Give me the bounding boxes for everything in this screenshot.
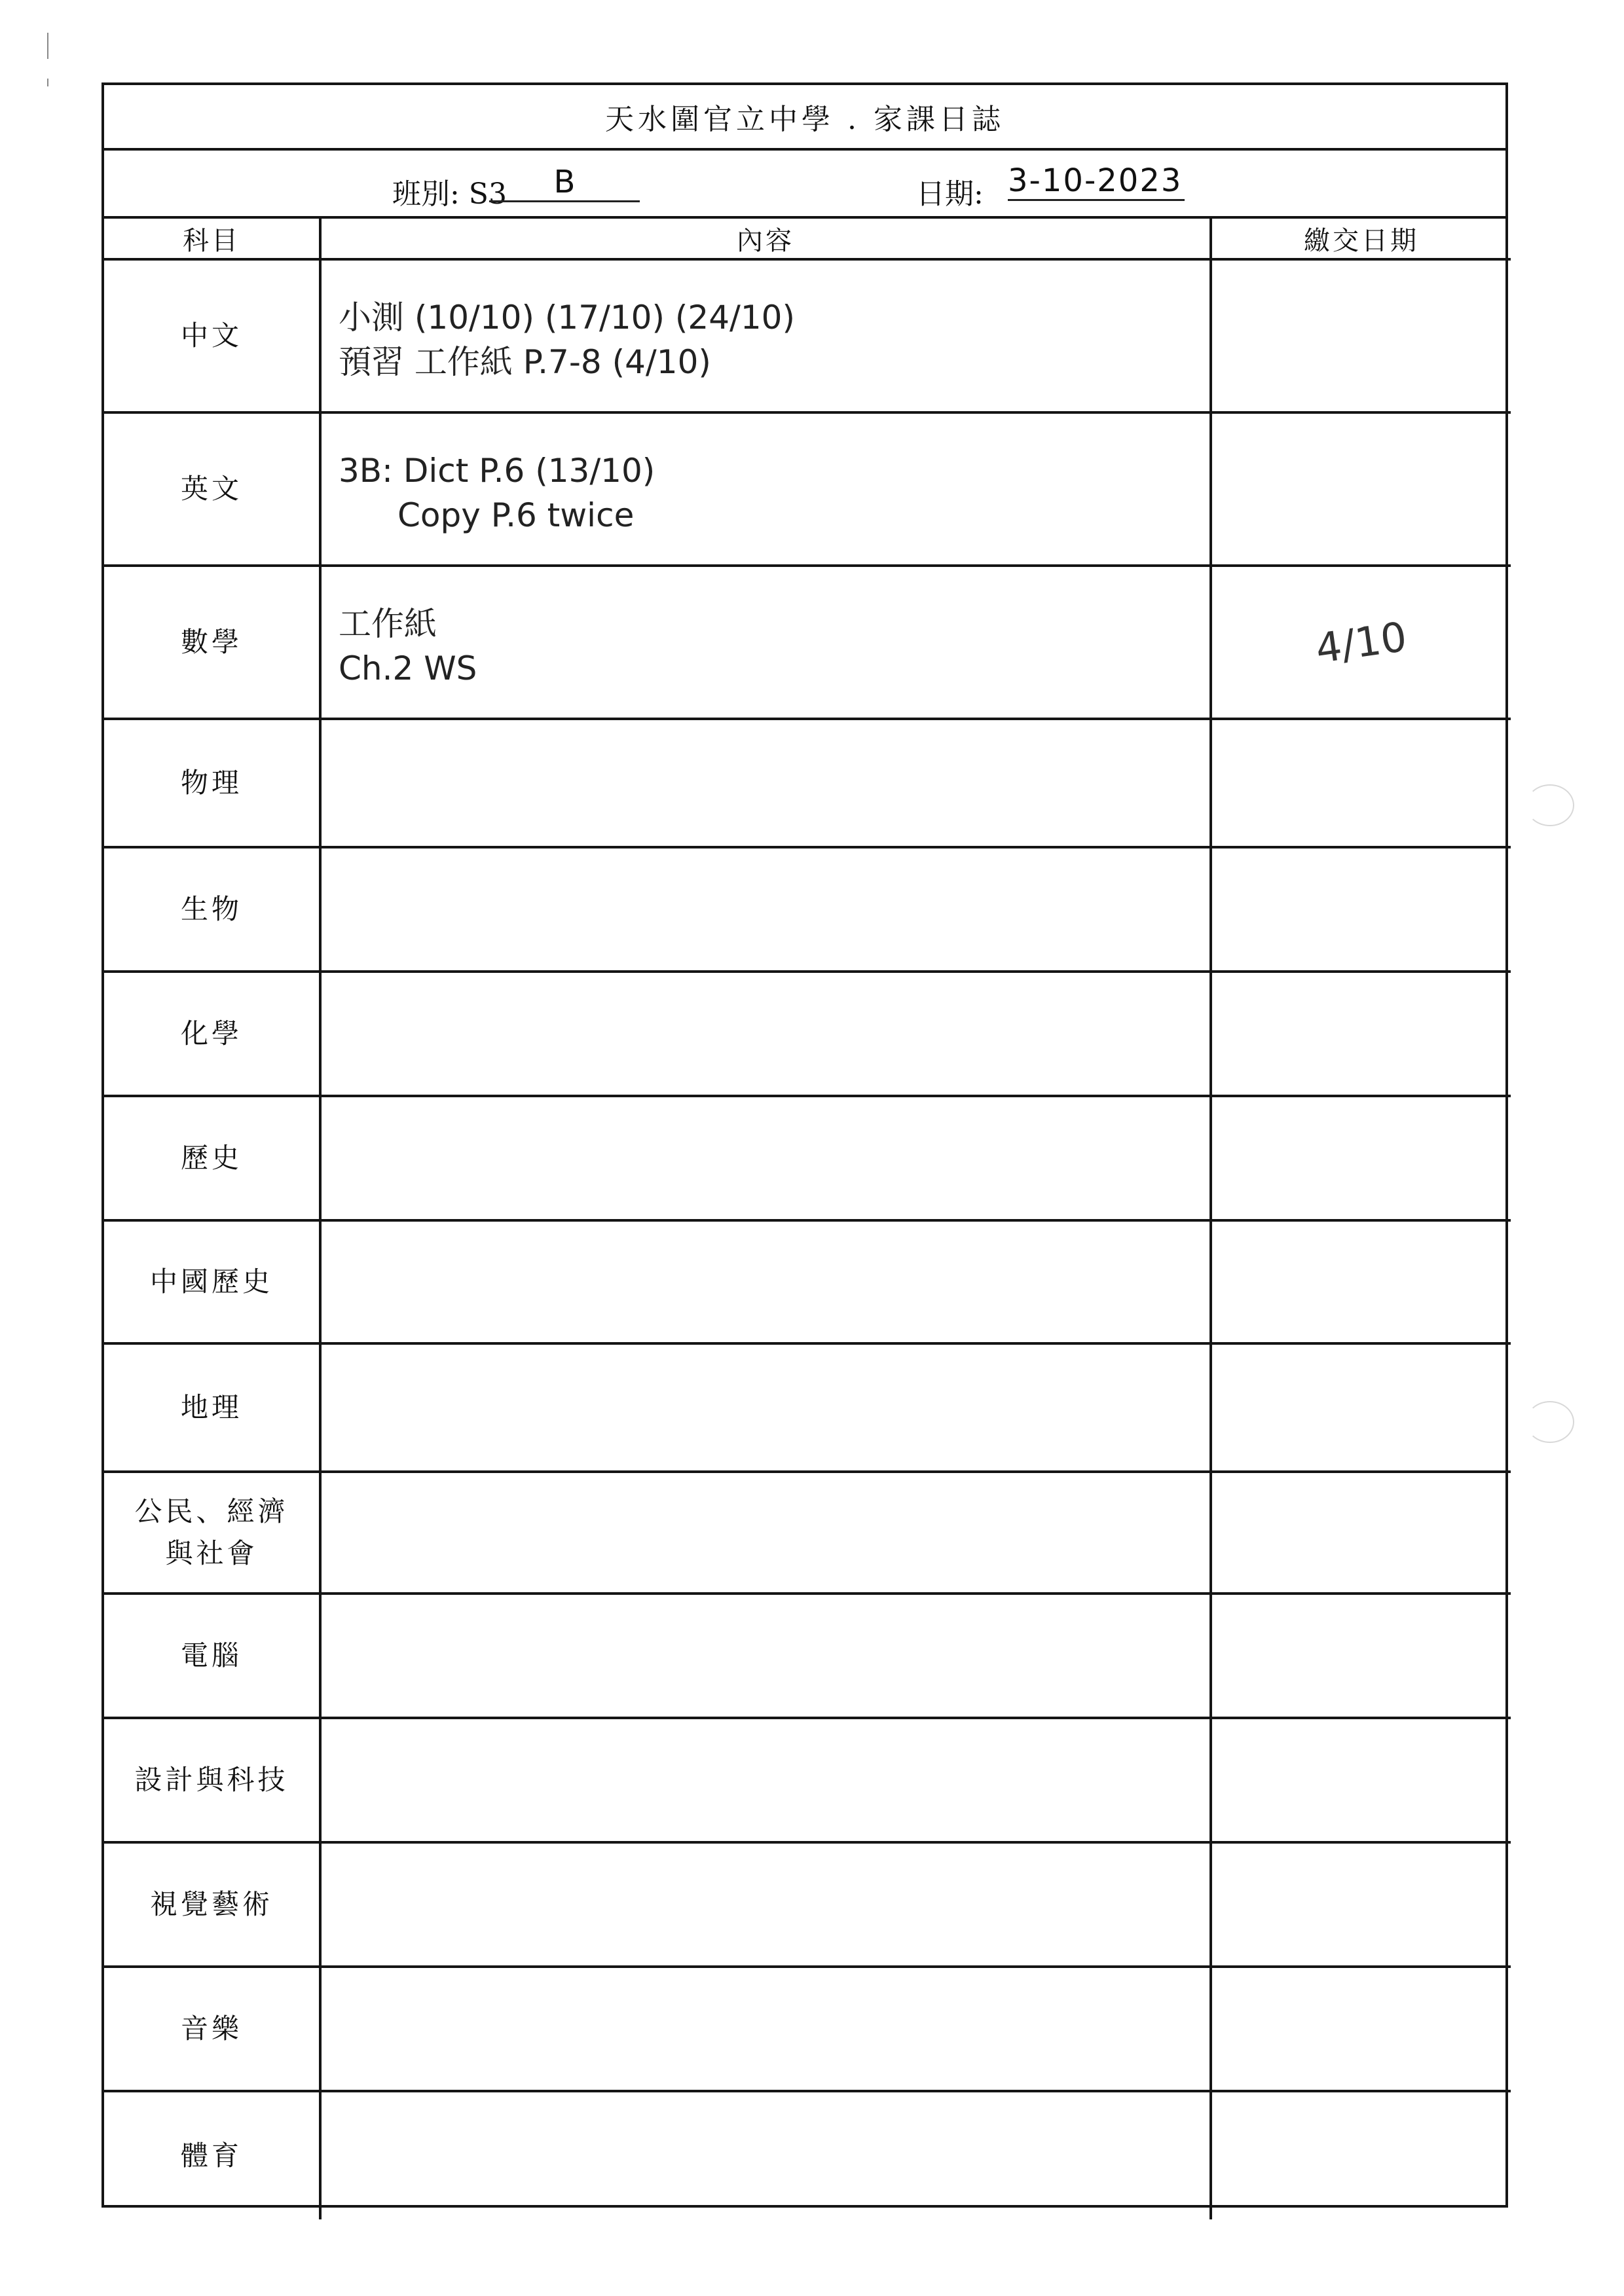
table-row [104, 1472, 1511, 1594]
content-cell[interactable] [320, 972, 1211, 1096]
subject-label: 視覺藝術 [149, 1888, 273, 1920]
table-row [104, 1343, 1511, 1472]
content-line: 小測 (10/10) (17/10) (24/10) [339, 299, 795, 337]
table-row [104, 1096, 1511, 1220]
subject-label: 音樂 [180, 2013, 242, 2045]
margin-mark [47, 79, 48, 86]
content-cell[interactable] [320, 1967, 1211, 2091]
due-date-cell[interactable] [1211, 412, 1511, 566]
due-date-cell[interactable] [1211, 2091, 1511, 2219]
table-row [104, 1220, 1511, 1343]
content-cell[interactable] [320, 847, 1211, 972]
punch-hole [1526, 784, 1574, 826]
form-info-row [104, 151, 1505, 219]
table-header-row [104, 219, 1511, 259]
content-cell[interactable] [320, 1343, 1211, 1472]
margin-mark [47, 33, 48, 59]
subject-label: 電腦 [180, 1639, 242, 1671]
subject-label: 地理 [180, 1391, 242, 1423]
table-row [104, 1718, 1511, 1842]
content-cell[interactable] [320, 1220, 1211, 1343]
table-row [104, 972, 1511, 1096]
due-date-cell[interactable] [1211, 1594, 1511, 1718]
subject-cell [104, 1343, 320, 1472]
due-date-cell[interactable] [1211, 1096, 1511, 1220]
subject-cell [104, 972, 320, 1096]
due-date-cell[interactable] [1211, 1343, 1511, 1472]
class-label: 班別: S3 [392, 177, 507, 211]
due-date-cell[interactable] [1211, 847, 1511, 972]
punch-hole [1526, 1401, 1574, 1443]
content-cell[interactable] [320, 1472, 1211, 1594]
due-date-cell[interactable] [1211, 259, 1511, 412]
due-date-cell[interactable] [1211, 1472, 1511, 1594]
subject-label: 數學 [180, 626, 242, 658]
subject-cell [104, 847, 320, 972]
homework-diary-form [101, 82, 1508, 2208]
subject-label: 中文 [180, 319, 242, 352]
subject-label: 體育 [180, 2140, 242, 2172]
subject-header: 科目 [104, 219, 320, 259]
table-row [104, 412, 1511, 566]
table-row [104, 1842, 1511, 1967]
content-line: Copy P.6 twice [397, 496, 635, 534]
content-cell[interactable] [320, 566, 1211, 719]
subject-cell [104, 2091, 320, 2219]
subject-cell [104, 1842, 320, 1967]
content-cell[interactable] [320, 1718, 1211, 1842]
content-cell[interactable] [320, 1096, 1211, 1220]
table-row [104, 1967, 1511, 2091]
content-line: 預習 工作紙 P.7-8 (4/10) [339, 343, 711, 381]
date-label: 日期: [916, 177, 984, 211]
form-title: 天水圍官立中學 . 家課日誌 [104, 85, 1505, 151]
due-date-value: 4/10 [1312, 612, 1411, 672]
subject-cell [104, 259, 320, 412]
subject-cell [104, 1718, 320, 1842]
subject-cell [104, 566, 320, 719]
subject-cell [104, 1096, 320, 1220]
table-row [104, 847, 1511, 972]
subject-cell [104, 1220, 320, 1343]
subject-label: 生物 [180, 893, 242, 925]
subject-label: 英文 [180, 473, 242, 505]
content-cell[interactable] [320, 259, 1211, 412]
subject-cell [104, 412, 320, 566]
subject-label: 物理 [180, 767, 242, 799]
homework-table [104, 219, 1511, 2219]
content-cell[interactable] [320, 2091, 1211, 2219]
due-date-header: 繳交日期 [1211, 219, 1511, 259]
table-row [104, 719, 1511, 847]
due-date-cell[interactable] [1211, 1842, 1511, 1967]
subject-label: 設計與科技 [134, 1764, 289, 1796]
due-date-cell[interactable] [1211, 972, 1511, 1096]
subject-cell [104, 1594, 320, 1718]
subject-label: 化學 [180, 1017, 242, 1049]
subject-label: 中國歷史 [149, 1266, 273, 1298]
table-row [104, 1594, 1511, 1718]
content-cell[interactable] [320, 1594, 1211, 1718]
due-date-cell[interactable] [1211, 1220, 1511, 1343]
date-field[interactable]: 3-10-2023 [1008, 162, 1185, 201]
subject-label: 歷史 [180, 1142, 242, 1174]
table-row [104, 566, 1511, 719]
content-cell[interactable] [320, 1842, 1211, 1967]
due-date-cell[interactable] [1211, 1718, 1511, 1842]
content-header: 內容 [320, 219, 1211, 259]
content-line: Ch.2 WS [339, 649, 477, 687]
content-cell[interactable] [320, 719, 1211, 847]
subject-label: 公民、經濟與社會 [134, 1495, 289, 1569]
table-row [104, 259, 1511, 412]
subject-cell [104, 1472, 320, 1594]
content-cell[interactable] [320, 412, 1211, 566]
due-date-cell[interactable] [1211, 1967, 1511, 2091]
subject-cell [104, 719, 320, 847]
class-field[interactable]: B [489, 164, 640, 202]
table-row [104, 2091, 1511, 2219]
content-line: 工作紙 [339, 605, 437, 643]
due-date-cell[interactable] [1211, 719, 1511, 847]
subject-cell [104, 1967, 320, 2091]
due-date-cell[interactable] [1211, 566, 1511, 719]
content-line: 3B: Dict P.6 (13/10) [339, 452, 655, 490]
